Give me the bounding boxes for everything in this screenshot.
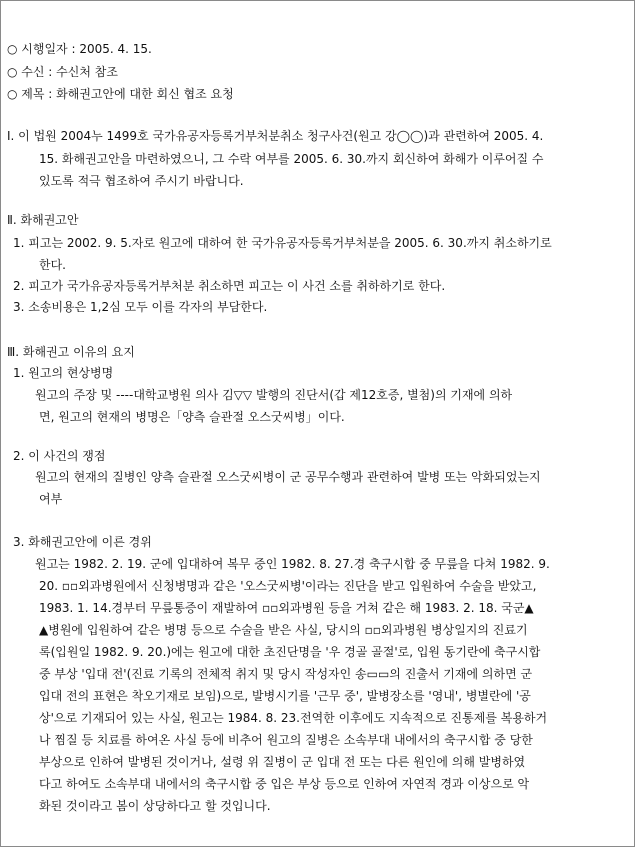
section1-line3: 있도록 적극 협조하여 주시기 바랍니다. <box>39 174 244 188</box>
sub3-title: 3. 화해권고안에 이른 경위 <box>13 535 152 549</box>
sub1-line2: 면, 원고의 현재의 병명은「양측 슬관절 오스굿씨병」이다. <box>39 410 345 424</box>
subject: ○ 제목 : 화해권고안에 대한 회신 협조 요청 <box>7 87 234 101</box>
recipient: ○ 수신 : 수신처 참조 <box>7 65 118 79</box>
sub3-line: 중 부상 '입대 전'(진료 기록의 전체적 취지 및 당시 작성자인 송▭▭의 진출서 기재에 의하면 군 <box>39 667 533 681</box>
sub2-line2: 여부 <box>39 492 63 506</box>
sub3-line: 화된 것이라고 봄이 상당하다고 할 것입니다. <box>39 799 271 813</box>
sub1-line1: 원고의 주장 및 ----대학교병원 의사 김▽▽ 발행의 진단서(갑 제12호증, 별첨)의 기재에 의하 <box>35 388 513 402</box>
sub3-line: 원고는 1982. 2. 19. 군에 입대하여 복무 중인 1982. 8. 27.경 축구시합 중 무릎을 다쳐 1982. 9. <box>35 557 550 571</box>
section2-item1-line2: 한다. <box>39 258 66 272</box>
sub3-line: 록(입원일 1982. 9. 20.)에는 원고에 대한 초진단명을 '우 경골 골절'로, 입원 동기란에 축구시합 <box>39 645 541 659</box>
section2-item3: 3. 소송비용은 1,2심 모두 이를 각자의 부담한다. <box>13 300 268 314</box>
section1-line1: Ⅰ. 이 법원 2004누 1499호 국가유공자등록거부처분취소 청구사건(원고 강◯◯)과 관련하여 2005. 4. <box>7 129 544 143</box>
sub3-line: 나 찜질 등 치료를 하여온 사실 등에 비추어 원고의 질병은 소속부대 내에서의 축구시합 중 당한 <box>39 733 533 747</box>
sub3-line: 상'으로 기재되어 있는 사실, 원고는 1984. 8. 23.전역한 이후에도 지속적으로 진통제를 복용하거 <box>39 711 548 725</box>
section2-heading: Ⅱ. 화해권고안 <box>7 213 79 227</box>
sub2-line1: 원고의 현재의 질병인 양측 슬관절 오스굿씨병이 군 공무수행과 관련하여 발병 또는 악화되었는지 <box>35 470 541 484</box>
sub3-line: 다고 하여도 소속부대 내에서의 축구시합 중 입은 부상 등으로 인하여 자연적 경과 이상으로 악 <box>39 777 530 791</box>
section3-heading: Ⅲ. 화해권고 이유의 요지 <box>7 345 135 359</box>
sub1-title: 1. 원고의 현상병명 <box>13 366 114 380</box>
sub2-title: 2. 이 사건의 쟁점 <box>13 449 106 463</box>
sub3-line: ▲병원에 입원하여 같은 병명 등으로 수술을 받은 사실, 당시의 ▫▫외과병원 병상일지의 진료기 <box>39 623 528 637</box>
sub3-line: 부상으로 인하여 발병된 것이거나, 설령 위 질병이 군 입대 전 또는 다른 원인에 의해 발병하였 <box>39 755 526 769</box>
section2-item2: 2. 피고가 국가유공자등록거부처분 취소하면 피고는 이 사건 소를 취하하기로 한다. <box>13 279 446 293</box>
sub3-line: 1983. 1. 14.경부터 무릎통증이 재발하여 ▫▫외과병원 등을 거쳐 같은 해 1983. 2. 18. 국군▲ <box>39 601 534 615</box>
enforcement-date: ○ 시행일자 : 2005. 4. 15. <box>7 42 152 56</box>
sub3-line: 입대 전의 표현은 착오기재로 보임)으로, 발병시기를 '근무 중', 발병장소를 '영내', 병별란에 '공 <box>39 689 531 703</box>
section2-item1-line1: 1. 피고는 2002. 9. 5.자로 원고에 대하여 한 국가유공자등록거부처분을 2005. 6. 30.까지 취소하기로 <box>13 236 552 250</box>
section1-line2: 15. 화해권고안을 마련하였으니, 그 수락 여부를 2005. 6. 30.까지 회신하여 화해가 이루어질 수 <box>39 152 544 166</box>
sub3-line: 20. ▫▫외과병원에서 신청병명과 같은 '오스굿씨병'이라는 진단을 받고 입원하여 수술을 받았고, <box>39 579 537 593</box>
